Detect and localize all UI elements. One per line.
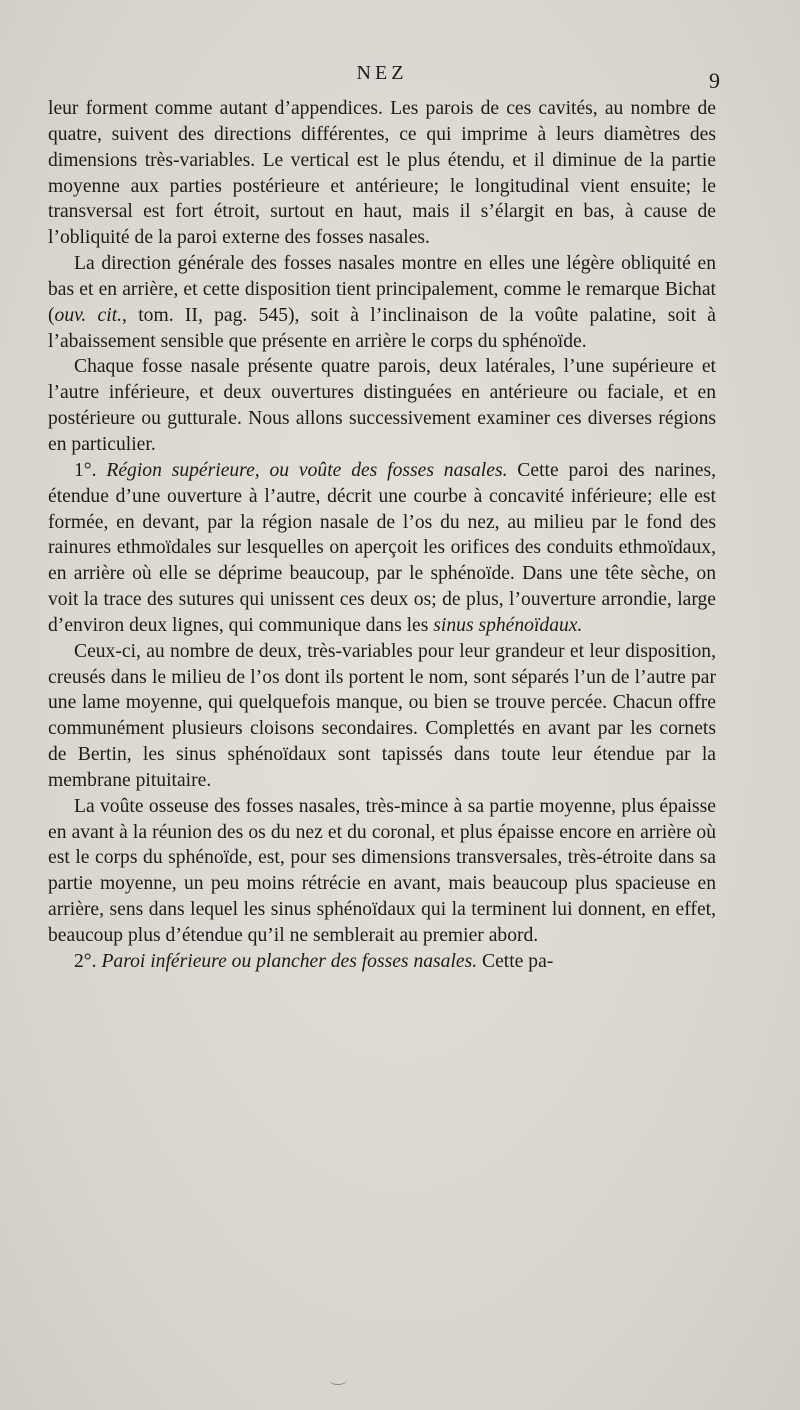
paragraph [48, 354, 716, 457]
paragraph [48, 96, 716, 251]
text-run: , tom. II, pag. 545), soit à l’inclinaison de la voûte palatine, soit à l’abaissement sensible que présente en arrière le corps du sphénoïde. [48, 304, 717, 352]
paragraph [48, 639, 716, 794]
text-run: La voûte osseuse des fosses nasales, très-mince à sa partie moyenne, plus épaisse en avant à la réunion des os du nez et du coronal, et plus épaisse encore en arrière où est le corps du sphénoïde, est, pour ses dimensions transversales, très-étroite dans sa partie moyenne, un peu moins rétrécie en avant, mais beaucoup plus spacieuse en arrière, sens dans lequel les sinus sphénoïdaux qui la terminent lui donnent, en effet, beaucoup plus d’étendue qu’il ne semblerait au premier abord. [48, 795, 716, 946]
ink-mark [330, 1374, 348, 1385]
text-run: Chaque fosse nasale présente quatre parois, deux latérales, l’une supérieure et l’autre inférieure, et deux ouvertures distinguées en antérieure ou faciale, et en postérieure ou gutturale. Nous allons successivement examiner ces diverses régions en particulier. [48, 356, 716, 455]
text-run: La direction générale des fosses nasales montre en elles une légère obliquité en bas et en arrière, et cette disposition tient principalement, comme le remarque Bichat ( [48, 253, 716, 326]
page-header [48, 62, 720, 93]
paragraph [48, 794, 716, 949]
text-run: Cette pa- [477, 950, 554, 972]
body-text [48, 96, 716, 975]
italic-text: Paroi inférieure ou plancher des fosses nasales. [101, 950, 478, 972]
paragraph [48, 458, 716, 639]
text-run: 2°. [74, 950, 102, 972]
page-number: 9 [709, 68, 720, 93]
italic-text: sinus sphénoïdaux. [433, 614, 583, 636]
text-run: Cette paroi des narines, étendue d’une ouverture à l’autre, décrit une courbe à concavité inférieure; elle est formée, en devant, par la région nasale de l’os du nez, au milieu par le fond des rainures ethmoïdales sur lesquelles on aperçoit les orifices des conduits ethmoïdaux, en arrière où elle se déprime beaucoup, par le sphénoïde. Dans une tête sèche, on voit la trace des sutures qui unissent ces deux os; de plus, l’ouverture arrondie, large d’environ deux lignes, qui communique dans les [48, 459, 716, 636]
text-run: 1°. [74, 459, 107, 481]
paragraph [48, 251, 716, 354]
italic-text: ouv. cit. [54, 304, 123, 326]
text-run: Ceux-ci, au nombre de deux, très-variables pour leur grandeur et leur disposition, creusés dans le milieu de l’os dont ils portent le nom, sont séparés l’un de l’autre par une lame moyenne, qui quelquefois manque, ou bien se trouve percée. Chacun offre communément plusieurs cloisons secondaires. Complettés en avant par les cornets de Bertin, les sinus sphénoïdaux sont tapissés dans toute leur étendue par la membrane pituitaire. [48, 640, 716, 791]
italic-text: Région supérieure, ou voûte des fosses nasales. [106, 459, 508, 481]
paragraph [48, 949, 716, 975]
running-head: NEZ [356, 62, 408, 84]
text-run: leur forment comme autant d’appendices. Les parois de ces cavités, au nombre de quatre, suivent des directions différentes, ce qui imprime à leurs diamètres des dimensions très-variables. Le vertical est le plus étendu, et il diminue de la partie moyenne aux parties postérieure et antérieure; le longitudinal vient ensuite; le transversal est fort étroit, surtout en haut, mais il s’élargit en bas, à cause de l’obliquité de la paroi externe des fosses nasales. [48, 98, 716, 249]
